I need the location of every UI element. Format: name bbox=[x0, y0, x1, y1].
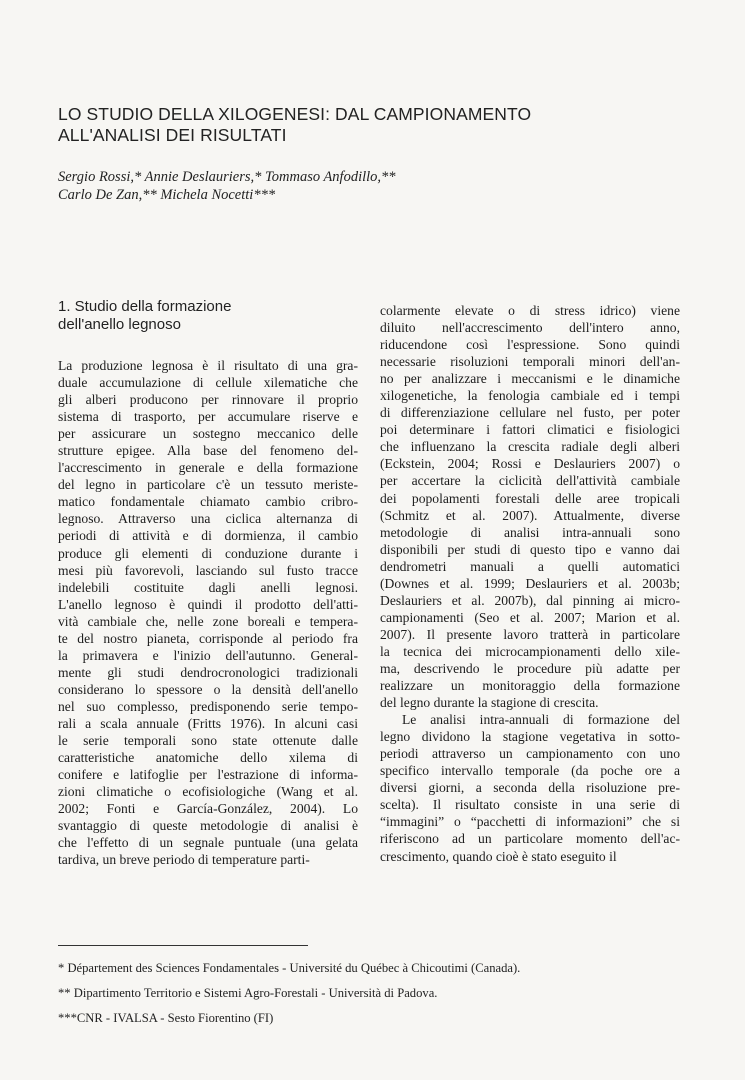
text-line: mesi più favorevoli, lasciando sul fusto tracce bbox=[58, 562, 358, 578]
text-line: periodi attraverso un campionamento con uno bbox=[380, 746, 680, 762]
text-line: gli alberi producono per rinnovare il proprio bbox=[58, 392, 358, 408]
text-line: L'anello legnoso è quindi il prodotto dell'atti- bbox=[58, 596, 358, 612]
text-line: 2002; Fonti e García-González, 2004). Lo bbox=[58, 801, 358, 817]
section-heading-line: 1. Studio della formazione bbox=[58, 298, 232, 315]
text-line: realizzare un monitoraggio della formazione bbox=[380, 678, 680, 694]
text-line: riducendone così l'espressione. Sono quindi bbox=[380, 337, 680, 353]
right-column-body bbox=[380, 302, 680, 865]
text-line: indelebili costituite dagli anelli legnosi. bbox=[58, 579, 358, 595]
text-line: metodologie di analisi intra-annuali sono bbox=[380, 524, 680, 540]
text-line: scelta). Il risultato consiste in una serie di bbox=[380, 797, 680, 813]
text-line: periodi di attività e di dormienza, il cambio bbox=[58, 528, 358, 544]
text-line: (Schmitz et al. 2007). Attualmente, diverse bbox=[380, 507, 680, 523]
text-line: poi determinare i fattori climatici e fisiologici bbox=[380, 422, 680, 438]
text-line: strutture epigee. Alla base del fenomeno del- bbox=[58, 443, 358, 459]
text-line: caratteristiche anatomiche dello xilema di bbox=[58, 750, 358, 766]
text-line: necessarie risoluzioni temporali minori dell'an- bbox=[380, 354, 680, 370]
text-line: di differenziazione cellulare nel fusto, per poter bbox=[380, 405, 680, 421]
text-line: Le analisi intra-annuali di formazione del bbox=[402, 712, 680, 728]
text-line: le serie temporali sono state ottenute dalle bbox=[58, 733, 358, 749]
text-line: legno dividono la stagione vegetativa in sotto- bbox=[380, 729, 680, 745]
text-line: no per analizzare i meccanismi e le dinamiche bbox=[380, 371, 680, 387]
text-line: xilogenetiche, la fenologia cambiale ed i tempi bbox=[380, 388, 680, 404]
left-column-body bbox=[58, 357, 358, 868]
text-line: dei popolamenti forestali delle aree tropicali bbox=[380, 490, 680, 506]
text-line: crescimento, quando cioè è stato eseguito il bbox=[380, 848, 617, 864]
text-line: colarmente elevate o di stress idrico) viene bbox=[380, 303, 680, 318]
section-heading-line: dell'anello legnoso bbox=[58, 316, 181, 333]
footnotes bbox=[58, 960, 698, 1035]
text-line: svantaggio di queste metodologie di analisi è bbox=[58, 818, 358, 834]
text-line: riferiscono ad un particolare momento dell'ac- bbox=[380, 831, 680, 847]
author-line: Sergio Rossi,* Annie Deslauriers,* Tommaso Anfodillo,** bbox=[58, 169, 396, 185]
text-line: la primavera e l'inizio dell'autunno. General- bbox=[58, 647, 358, 663]
text-line: per accertare la ciclicità dell'attività cambiale bbox=[380, 473, 680, 489]
text-line: l'accrescimento in generale e della formazione bbox=[58, 460, 358, 476]
text-line: (Eckstein, 2004; Rossi e Deslauriers 2007) o bbox=[380, 456, 680, 472]
text-line: produce gli elementi di conduzione durante i bbox=[58, 545, 358, 561]
text-line: vità cambiale che, nelle zone boreali e tempera- bbox=[58, 613, 358, 629]
text-line: la tecnica dei microcampionamenti dello xile- bbox=[380, 643, 680, 659]
text-line: Deslauriers et al. 2007b), dal pinning ai micro- bbox=[380, 592, 680, 608]
text-line: che influenzano la crescita radiale degli alberi bbox=[380, 439, 680, 455]
text-line: sistema di trasporto, per accumulare riserve e bbox=[58, 409, 358, 425]
author-list bbox=[58, 168, 618, 204]
section-heading bbox=[58, 298, 358, 334]
article-title bbox=[58, 104, 618, 146]
text-line: considerano lo spessore o la densità dell'anello bbox=[58, 681, 358, 697]
text-line: tardiva, un breve periodo di temperature parti- bbox=[58, 852, 310, 868]
text-line: duale accumulazione di cellule xilematiche che bbox=[58, 375, 358, 391]
footnote: ***CNR - IVALSA - Sesto Fiorentino (FI) bbox=[58, 1011, 274, 1025]
text-line: 2007). Il presente lavoro tratterà in particolare bbox=[380, 626, 680, 642]
text-line: del legno durante la stagione di crescita. bbox=[380, 695, 599, 711]
text-line: ma, descrivendo le procedure più adatte per bbox=[380, 660, 680, 676]
right-column bbox=[380, 302, 680, 865]
text-line: matico fondamentale chiamato cambio cribro- bbox=[58, 494, 358, 510]
text-line: conifere e latifoglie per l'estrazione di informa- bbox=[58, 767, 358, 783]
footnote: ** Dipartimento Territorio e Sistemi Agro-Forestali - Università di Padova. bbox=[58, 986, 438, 1000]
text-line: rali a scala annuale (Fritts 1976). In alcuni casi bbox=[58, 715, 358, 731]
text-line: legnoso. Attraverso una ciclica alternanza di bbox=[58, 511, 358, 527]
footnote-divider bbox=[58, 945, 308, 946]
text-line: che l'effetto di un segnale puntuale (una gelata bbox=[58, 835, 358, 851]
article-title-line: ALL'ANALISI DEI RISULTATI bbox=[58, 125, 287, 145]
text-line: campionamenti (Seo et al. 2007; Marion et al. bbox=[380, 609, 680, 625]
text-line: dendrometri manuali a quelli automatici bbox=[380, 558, 680, 574]
text-line: (Downes et al. 1999; Deslauriers et al. 2003b; bbox=[380, 575, 680, 591]
text-line: nel suo complesso, predisponendo serie tempo- bbox=[58, 698, 358, 714]
text-line: La produzione legnosa è il risultato di una gra- bbox=[58, 358, 358, 373]
article-title-line: LO STUDIO DELLA XILOGENESI: DAL CAMPIONAMENTO bbox=[58, 104, 532, 124]
text-line: te del nostro pianeta, corrisponde al periodo fra bbox=[58, 630, 358, 646]
text-line: mente gli studi dendrocronologici tradizionali bbox=[58, 664, 358, 680]
text-line: “immagini” o “pacchetti di informazioni” che si bbox=[380, 814, 680, 830]
footnote: * Département des Sciences Fondamentales - Université du Québec à Chicoutimi (Canada). bbox=[58, 961, 521, 975]
text-line: zioni climatiche o ecofisiologiche (Wang et al. bbox=[58, 784, 358, 800]
author-line: Carlo De Zan,** Michela Nocetti*** bbox=[58, 187, 276, 203]
text-line: disponibili per studi di questo tipo e vanno dai bbox=[380, 541, 680, 557]
left-column bbox=[58, 298, 358, 868]
text-line: diluito nell'accrescimento dell'intero anno, bbox=[380, 320, 680, 336]
text-line: diversi giorni, a seconda della risoluzione pre- bbox=[380, 780, 680, 796]
text-line: del legno in particolare c'è un tessuto meriste- bbox=[58, 477, 358, 493]
text-line: per assicurare un sostegno meccanico delle bbox=[58, 426, 358, 442]
text-line: specifico intervallo temporale (da poche ore a bbox=[380, 763, 680, 779]
